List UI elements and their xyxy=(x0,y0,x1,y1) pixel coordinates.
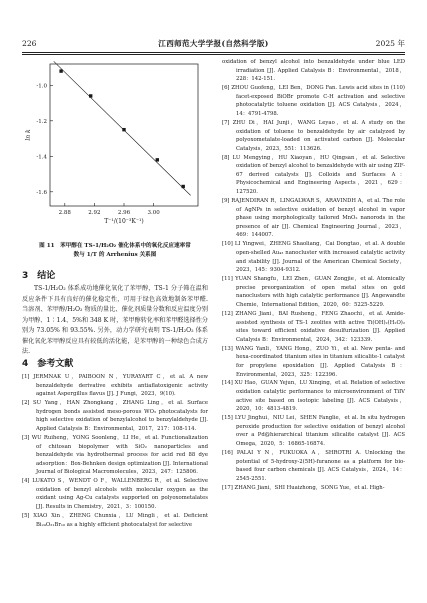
data-point xyxy=(89,94,92,97)
reference-item: [9] RAJENDIRAN R，LINGALWAR S，ARAVINDH A，et al. The role of AgNPs in selective oxidation of benzyl alcohol in vapor phase using morphologically tailored MnO₂ nanorods in the presence of air [J]. Chemical Engineering Journal，2023，469：144007. xyxy=(222,198,405,239)
running-header xyxy=(22,38,405,50)
x-axis-label: T⁻¹/(10⁻³K⁻¹) xyxy=(104,218,144,225)
reference-item: [11] YUAN Shangfu，LEI Zhen，GUAN Zongjie，et al. Atomically precise preorganization of open metal sites on gold nanoclusters with high catalytic performance [J]. Angewandte Chemie，International Edition，2020，60：5225-5229. xyxy=(222,276,405,308)
y-tick-label: -1.6 xyxy=(36,189,47,196)
reference-item: [6] ZHOU Guofeng，LEI Ben，DONG Fan. Lewis acid sites in (110) facet-exposed BiOBr promote C-H activation and selective photocatalytic toluene oxidation [J]. ACS Catalysis，2024，14：4791-4798. xyxy=(222,85,405,117)
reference-item: [17] ZHANG Jiani，SHI Huaizhong，SONG Yue，et al. High- xyxy=(222,484,385,491)
references-list-right xyxy=(222,58,405,493)
caption-line-1: 图 11 苯甲醇在 TS-1/H₂O₂ 催化体系中的氧化反应速率常 xyxy=(39,243,191,249)
reference-item: [8] LU Mengying，HU Xiaoyan，HU Qingsan，et al. Selective oxidation of benzyl alcohol to benzaldehyde with air using ZIF-67 derived catalysts [J]. Colloids and Surfaces A：Physicochemical and Engineering Aspects，2021，629：127520. xyxy=(222,154,405,196)
publication-year: 2025 年 xyxy=(375,39,405,48)
reference-item: oxidation of benzyl alcohol into benzaldehyde under blue LED irradiation [J]. Applied Catalysis B：Environmental，2018，228：142-151. xyxy=(222,59,405,83)
plot-frame xyxy=(50,64,198,206)
x-tick-label: 2.92 xyxy=(88,210,101,216)
conclusion-text: TS-1/H₂O₂ 体系成功地催化氧化了苯甲醇，TS-1 分子筛在温和反应条件下具有良好的催化稳定性，可用于绿色高效地制备苯甲醛. 当溶剂、苯甲醇/H₂O₂ 物质的量比、催化剂质量分数和反应温度分别为甲醇、1∶1.4、5%和 348 K 时，苯甲醇转化率和苯甲醛选择性分别为 73.05% 和 93.55%. 另外，动力学研究表明 TS-1/H₂O₂ 体系催化氧化苯甲醇反应具有较低的活化能，是苯甲醇的一种绿色合成方法. xyxy=(22,285,208,355)
caption-line-2: 数与 1/T 的 Arrhenius 关系图 xyxy=(73,252,157,258)
header-rule-thin xyxy=(22,54,405,55)
x-tick-label: 3.00 xyxy=(147,210,160,216)
journal-title: 江西师范大学学报(自然科学版) xyxy=(158,39,269,48)
page-number: 226 xyxy=(22,39,37,48)
reference-item: [13] WANG Yanli，YANG Hong，ZUO Yi，et al. New penta- and hexa-coordinated titanium sites in titanium silicalite-1 catalyst for propylene epoxidation [J]. Applied Catalysis B：Environmental，2023，325：122396. xyxy=(222,345,405,378)
reference-item: [1] JERMNAK U，PAIBOON N，YURAYART C，et al. A new benzaldehyde derivative exhibits antiaflatoxigenic activity against Aspergillus flavus [J]. J Fungi，2023，9(10). xyxy=(22,374,208,398)
reference-item: [2] SU Yang，HAN Zhongkang，ZHANG Ling，et al. Surface hydrogen bonds assisted meso-porous WO₃ photocatalysts for high selective oxidation of benzylalcohol to benzylaldehyde [J]. Applied Catalysis B：Environmental，2017，217：108-114. xyxy=(22,400,208,432)
y-tick-label: -1.0 xyxy=(36,83,47,90)
reference-item: [7] ZHU Di，HAI Junji，WANG Leyao，et al. A study on the oxidation of toluene to benzaldehyde by air catalyzed by polyoxometalate-loaded on activated carbon [J]. Molecular Catalysis，2023，551：113626. xyxy=(222,119,405,152)
conclusion-heading: 3 结论 xyxy=(22,271,56,281)
y-tick-label: -1.2 xyxy=(36,118,47,125)
data-point xyxy=(156,158,159,161)
data-point xyxy=(182,185,185,188)
references-list-left xyxy=(22,373,208,530)
x-tick-label: 2.96 xyxy=(117,210,131,216)
reference-item: [14] XU Hao，GUAN Yejun，LU Xinqing，et al. Relation of selective oxidation catalytic performance to microenvironment of TiIV active site based on isotopic labeling [J]. ACS Catalysis，2020，10：4813-4819. xyxy=(222,380,405,413)
data-point xyxy=(122,128,125,131)
reference-item: [15] LYU Jinghui，NIU Lei，SHEN Fanglie，et al. In situ hydrogen peroxide production for selective oxidation of benzyl alcohol over a Pd@hierarchical titanium silicalite catalyst [J]. ACS Omega，2020，5：16865-16874. xyxy=(222,415,405,448)
references-heading: 4 参考文献 xyxy=(22,359,74,369)
reference-item: [4] LUKATO S，WENDT O F，WALLENBERG R，et al. Selective oxidation of benzyl alcohols with molecular oxygen as the oxidant using Ag-Cu catalysts supported on polyoxometalates [J]. Results in Chemistry，2021，3：100150. xyxy=(22,478,208,511)
reference-item: [10] LI Yingwei，ZHENG Shaoliang，Cai Dongtao，et al. A double open-shelled Au₄₃ nanocluster with increased catalytic activity and stability [J]. Journal of the American Chemical Society，2023，145：9304-9312. xyxy=(222,241,405,274)
y-axis-label: ln k xyxy=(25,129,32,141)
header-rule xyxy=(22,52,405,53)
data-point xyxy=(59,69,62,72)
reference-item: [12] ZHANG Jiani，BAI Rusheng，FENG Zhaochi，et al. Amide-assisted synthesis of TS-1 zeolites with active Ti(OH)₂(H₂O)₂ sites toward efficient oxidative desulfurization [J]. Applied Catalysis B：Environmental，2024，342：123339. xyxy=(222,310,405,343)
reference-item: [16] PALAI Y N，FUKUOKA A，SHROTRI A. Unlocking the potential of 5-hydroxy-2(5H)-furanone as a platform for bio-based four carbon chemicals [J]. ACS Catalysis，2024，14：2545-2551. xyxy=(222,450,405,482)
fit-line xyxy=(54,61,191,195)
reference-item: [3] WU Ruiheng，YONG Soonleng，LI He，et al. Functionalization of chitosan biopolymer with SiO₂ nanoparticles and benzaldehyde via hydrothermal process for acid red 88 dye adsorption：Box-Behnken design optimization [J]. International Journal of Biological Macromolecules，2023，247：125806. xyxy=(22,434,208,476)
figure-caption xyxy=(22,242,208,260)
reference-item: [5] XIAO Xin，ZHENG Chunxia，LU Mingli，et al. Deficient Bi₂₄O₃₁Br₁₀ as a highly efficient photocatalyst for selective xyxy=(22,513,208,528)
y-tick-label: -1.4 xyxy=(36,154,47,161)
x-tick-label: 2.88 xyxy=(58,210,71,216)
arrhenius-plot xyxy=(22,58,208,236)
arrhenius-chart xyxy=(22,58,208,236)
